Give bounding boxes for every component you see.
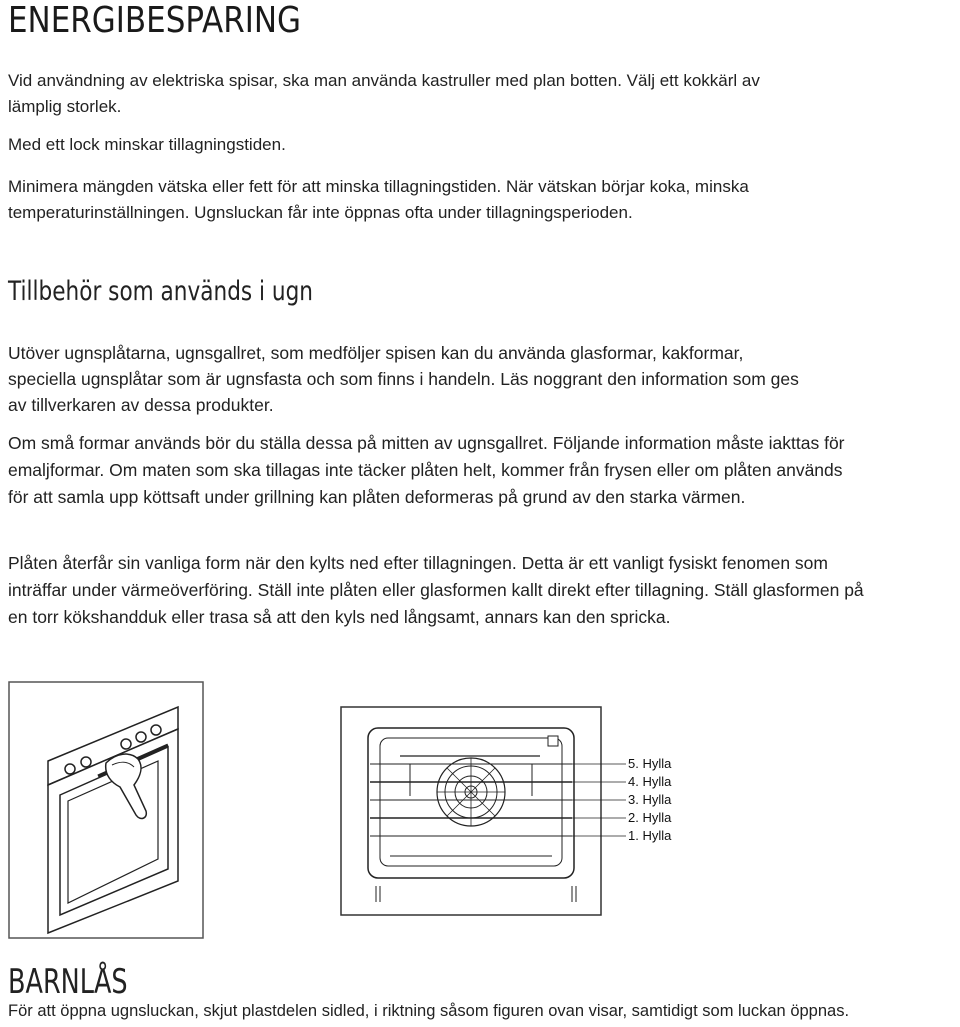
childlock-paragraph: För att öppna ugnsluckan, skjut plastdelen sidled, i riktning såsom figuren ovan visar, samtidigt som luckan öppnas. bbox=[8, 1002, 850, 1020]
fan-icon bbox=[437, 758, 505, 826]
accessories-paragraph-2: Om små formar används bör du ställa dessa på mitten av ugnsgallret. Följande information måste iakttas för emaljformar. Om maten som ska tillagas inte täcker plåten helt, kommer från frysen eller om plåten används för att samla upp köttsaft under grillning kan plåten deformeras på grund av den starka värmen. bbox=[8, 433, 845, 507]
accessories-paragraph-3: Plåten återfår sin vanliga form när den kylts ned efter tillagningen. Detta är ett vanligt fysiskt fenomen som inträffar under värmeöverföring. Ställ inte plåten eller glasformen kallt direkt efter tillagning. Ställ glasformen på en torr kökshandduk eller trasa så att den kyls ned långsamt, annars kan den spricka. bbox=[8, 553, 864, 627]
energy-paragraph-1: Vid användning av elektriska spisar, ska man använda kastruller med plan botten. Välj ett kokkärl av lämplig storlek. bbox=[8, 71, 760, 116]
oven-shelves-diagram bbox=[340, 706, 690, 916]
energy-paragraph-3: Minimera mängden vätska eller fett för att minska tillagningstiden. När vätskan börjar koka, minska temperaturinställningen. Ugnsluckan får inte öppnas ofta under tillagningsperioden. bbox=[8, 177, 749, 222]
shelf-label-5: 5. Hylla bbox=[628, 756, 672, 771]
shelf-label-4: 4. Hylla bbox=[628, 774, 672, 789]
shelf-label-3: 3. Hylla bbox=[628, 792, 672, 807]
knob-icon bbox=[65, 764, 75, 774]
shelf-label-2: 2. Hylla bbox=[628, 810, 672, 825]
accessories-paragraph-1: Utöver ugnsplåtarna, ugnsgallret, som medföljer spisen kan du använda glasformar, kakformar, speciella ugnsplåtar som är ugnsfasta och som finns i handeln. Läs noggrant den information som ges av tillverkaren av dessa produkter. bbox=[8, 343, 799, 415]
energy-paragraph-2: Med ett lock minskar tillagningstiden. bbox=[8, 135, 286, 154]
oven-door-illustration bbox=[8, 681, 204, 939]
shelf-label-1: 1. Hylla bbox=[628, 828, 672, 843]
accessories-title: Tillbehör som används i ugn bbox=[8, 276, 313, 307]
childlock-title: BARNLÅS bbox=[8, 962, 128, 1002]
energy-title: ENERGIBESPARING bbox=[8, 0, 302, 41]
